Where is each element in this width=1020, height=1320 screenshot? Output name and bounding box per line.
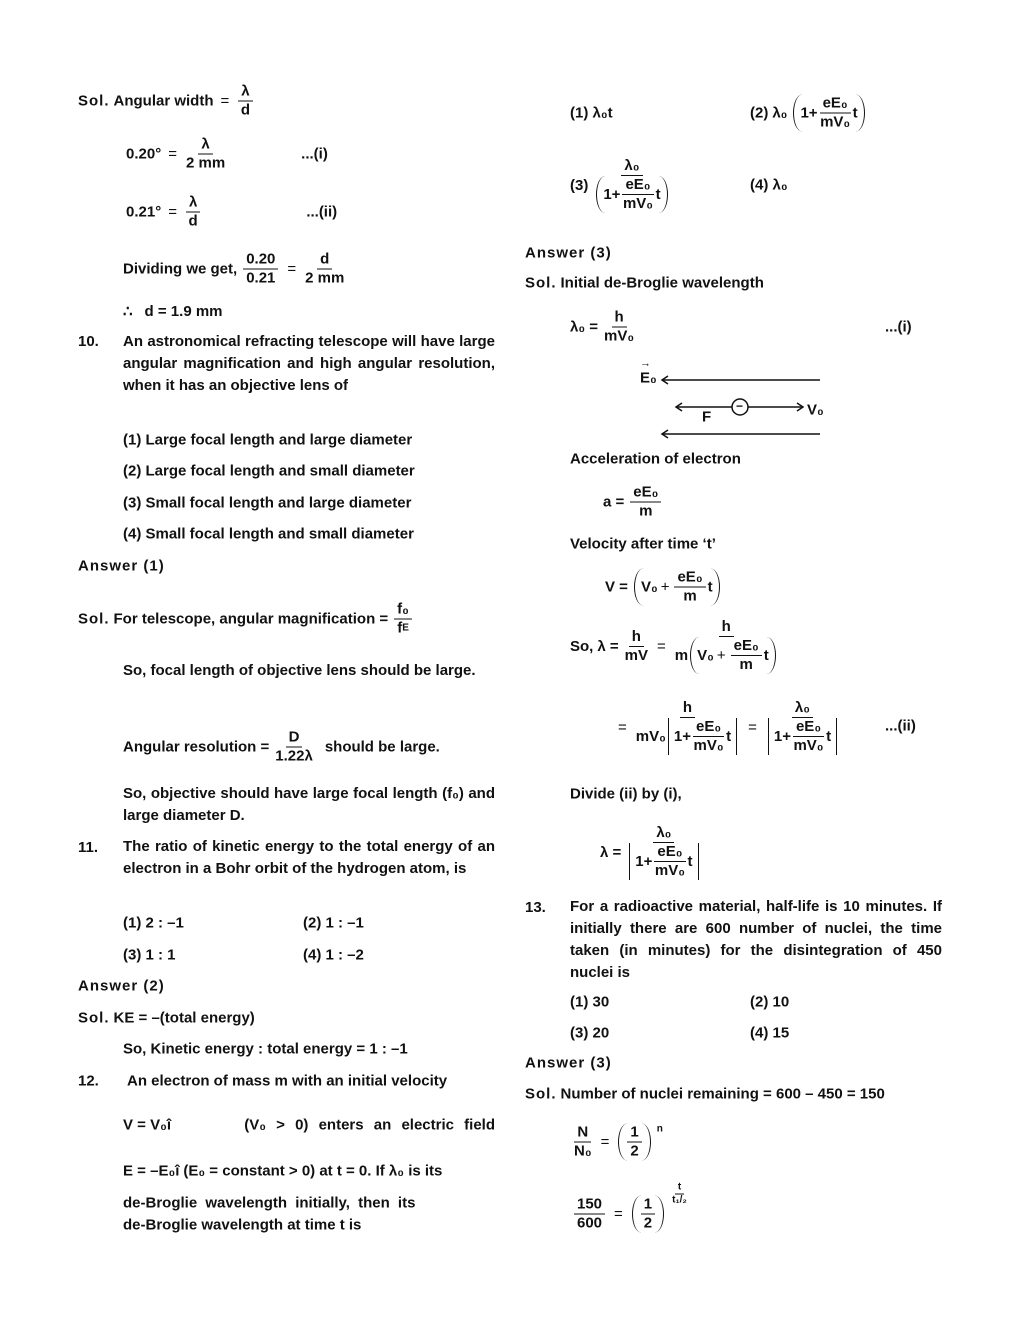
question-11-text: The ratio of kinetic energy to the total energy of an electron in a Bohr orbit of the hydrogen atom, is — [123, 838, 495, 877]
option: (4) 15 — [750, 1024, 790, 1042]
option: (3) 20 — [570, 1024, 610, 1042]
question-number: 11. — [78, 839, 99, 856]
text: Acceleration of electron — [570, 450, 741, 468]
option-1: (1) λ₀t — [570, 104, 613, 122]
velocity-equation: V = V₀ + $\frac{\text{eE₀}}{m}$ t — [605, 569, 722, 606]
velocity-label: V₀ — [807, 401, 824, 419]
sol-angular-width: Sol. Angular width = $\frac{\lambda}{d}$ — [78, 83, 255, 120]
sol-ke: Sol. KE = –(total energy) — [78, 1009, 255, 1027]
option-3: (3) λ₀ 1+ $\frac{\text{eE₀}}{\text{mV₀}}$ t — [570, 157, 672, 213]
option-2: (2) λ₀ 1+ $\frac{\text{eE₀}}{\text{mV₀}}$ t — [750, 95, 867, 132]
force-label: F — [702, 408, 712, 426]
option: (3) Small focal length and large diameter — [123, 494, 412, 512]
angular-resolution: Angular resolution = $\frac{D}{1.22\lambda}$ should be large. — [123, 728, 440, 765]
sol-telescope: Sol. For telescope, angular magnification = f₀ f E — [78, 601, 414, 638]
question-number: 10. — [78, 333, 99, 350]
text: de-Broglie wavelength initially, then its — [123, 1194, 416, 1212]
question-10-text: An astronomical refracting telescope will have large angular magnification and high angular resolution, when it has an objective lens of — [123, 333, 495, 394]
field-line: E = –E₀î (E₀ = constant > 0) at t = 0. If λ₀ is its — [123, 1162, 443, 1180]
arrows — [0, 0, 1020, 460]
option: (3) 1 : 1 — [123, 946, 176, 964]
equation-ii: 0.21° = $\frac{\lambda}{d}$ ...(ii) — [126, 193, 338, 230]
equation-i: 0.20° = $\frac{\lambda}{2 mm}$ ...(i) — [126, 135, 328, 172]
option: (1) 2 : –1 — [123, 914, 184, 932]
equation-i: λ₀ = $\frac{h}{\text{mV₀}}$ — [570, 308, 635, 345]
question-13-text: For a radioactive material, half-life is 10 minutes. If initially there are 600 number of nuclei, the time taken (in minutes) for the disintegration of 450 nuclei is — [570, 898, 942, 981]
text: So, Kinetic energy : total energy = 1 : –1 — [123, 1040, 408, 1058]
tag: ...(ii) — [885, 717, 916, 735]
answer: Answer (1) — [78, 557, 165, 575]
question-12: 12. An electron of mass m with an initial velocity — [78, 1072, 448, 1090]
option: (1) Large focal length and large diameter — [123, 431, 413, 449]
paragraph: So, objective should have large focal length (f₀) and large diameter D. — [123, 785, 495, 824]
text: Angular width — [113, 92, 214, 110]
electron-charge: − — [736, 399, 744, 413]
option: (2) 10 — [750, 993, 790, 1011]
option-4: (4) λ₀ — [750, 176, 788, 194]
sol-initial: Sol. Initial de-Broglie wavelength — [525, 274, 764, 292]
paragraph: So, focal length of objective lens should be large. — [123, 662, 476, 679]
text: de-Broglie wavelength at time t is — [123, 1216, 362, 1234]
result-d: ∴ d = 1.9 mm — [123, 302, 223, 320]
option: (4) 1 : –2 — [303, 946, 364, 964]
option: (2) 1 : –1 — [303, 914, 364, 932]
lambda-equation: So, λ = $\frac{h}{mV}$ = h m V₀ + $\frac{\text{eE₀}}{m}$ t — [570, 618, 780, 674]
acceleration-equation: a = $\frac{\text{eE₀}}{m}$ — [603, 484, 663, 521]
option: (2) Large focal length and small diameter — [123, 462, 415, 480]
field-label: → E₀ — [640, 357, 657, 387]
answer: Answer (2) — [78, 977, 165, 995]
answer: Answer (3) — [525, 244, 612, 262]
sol-nuclei: Sol. Number of nuclei remaining = 600 – 450 = 150 — [525, 1085, 885, 1103]
question-number: 13. — [525, 899, 546, 916]
lambda-equation-ii: = h mV₀ 1+ $\frac{\text{eE₀}}{\text{mV₀}}$ t = λ₀ 1+ $\frac{\text{eE₀}}{\text{mV₀}}$ t — [615, 699, 841, 755]
sol-label: Sol. — [78, 92, 110, 110]
dividing-equation: Dividing we get, $\frac{0.20}{0.21}$ = $\frac{d}{2 mm}$ — [123, 250, 345, 287]
decay-equation: $\frac{150}{600}$ = $\frac{1}{2}$ $\frac{t}{\text{t₁/₂}}$ — [572, 1196, 689, 1233]
option: (1) 30 — [570, 993, 610, 1011]
tag: ...(i) — [885, 318, 912, 336]
fraction: $\frac{\lambda}{d}$ — [238, 83, 252, 120]
text: Velocity after time ‘t’ — [570, 535, 716, 553]
text: Divide (ii) by (i), — [570, 785, 682, 803]
answer: Answer (3) — [525, 1054, 612, 1072]
option: (4) Small focal length and small diameter — [123, 525, 414, 543]
velocity-line: V = V₀î (V₀ > 0) enters an electric field — [123, 1116, 495, 1134]
final-lambda: λ = λ₀ 1+ $\frac{\text{eE₀}}{\text{mV₀}}$ t — [600, 824, 703, 880]
ratio-equation: $\frac{N}{\text{N₀}}$ = $\frac{1}{2}$ $^n$ — [574, 1123, 663, 1160]
